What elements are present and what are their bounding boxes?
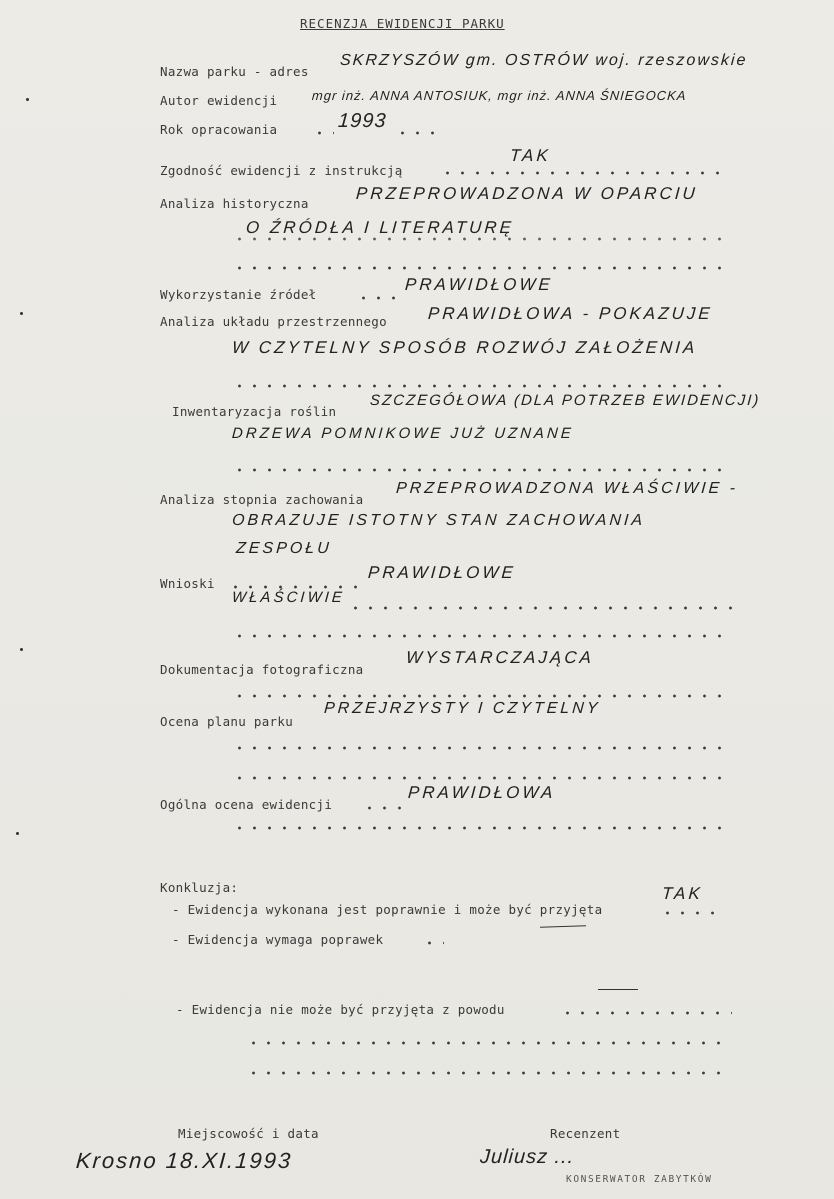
konkluzja-option-1-answer: TAK xyxy=(661,884,704,903)
label-stopien: Analiza stopnia zachowania xyxy=(160,492,364,507)
dots-ogolna xyxy=(362,806,402,810)
dots-wnioski-3 xyxy=(232,634,732,638)
value-inwentaryzacja-1: SZCZEGÓŁOWA (DLA POTRZEB EWIDENCJI) xyxy=(369,392,761,409)
dots-inwentaryzacja-3 xyxy=(232,468,732,472)
label-nazwa-parku: Nazwa parku - adres xyxy=(160,64,309,79)
label-zgodnosc: Zgodność ewidencji z instrukcją xyxy=(160,163,403,178)
value-stopien-2: OBRAZUJE ISTOTNY STAN ZACHOWANIA xyxy=(231,512,646,529)
dots-konkluzja-4 xyxy=(246,1041,732,1045)
dots-ogolna-2 xyxy=(232,826,732,830)
value-plan: PRZEJRZYSTY I CZYTELNY xyxy=(323,700,602,717)
page-title: RECENZJA EWIDENCJI PARKU xyxy=(300,16,505,31)
dots-uklad-3 xyxy=(232,384,732,388)
value-uklad-1: PRAWIDŁOWA - POKAZUJE xyxy=(427,304,714,323)
margin-mark xyxy=(20,648,23,651)
label-uklad: Analiza układu przestrzennego xyxy=(160,314,387,329)
dots-konkluzja-1 xyxy=(660,911,720,915)
value-autor: mgr inż. ANNA ANTOSIUK, mgr inż. ANNA ŚNIEGOCKA xyxy=(311,88,688,103)
label-autor: Autor ewidencji xyxy=(160,93,278,108)
konkluzja-option-2: - Ewidencja wymaga poprawek xyxy=(172,932,384,947)
value-ogolna: PRAWIDŁOWA xyxy=(407,783,557,802)
label-dokumentacja: Dokumentacja fotograficzna xyxy=(160,662,364,677)
label-ogolna: Ogólna ocena ewidencji xyxy=(160,797,333,812)
dots-rok-b xyxy=(395,131,437,135)
value-stopien-3: ZESPOŁU xyxy=(235,540,333,557)
dots-analiza-historyczna-3 xyxy=(232,266,732,270)
margin-mark xyxy=(26,98,29,101)
value-miejscowosc-data: Krosno 18.XI.1993 xyxy=(75,1148,294,1173)
konkluzja-option-1: - Ewidencja wykonana jest poprawnie i może być przyjęta xyxy=(172,902,603,917)
value-dokumentacja: WYSTARCZAJĄCA xyxy=(405,648,595,667)
dots-rok-a xyxy=(312,131,334,135)
label-miejscowosc-data: Miejscowość i data xyxy=(178,1126,319,1141)
label-zrodla: Wykorzystanie źródeł xyxy=(160,287,317,302)
label-recenzent: Recenzent xyxy=(550,1126,621,1141)
dots-plan-2 xyxy=(232,746,732,750)
label-analiza-historyczna: Analiza historyczna xyxy=(160,196,309,211)
label-inwentaryzacja: Inwentaryzacja roślin xyxy=(172,404,337,419)
stamp: KONSERWATOR ZABYTKÓW xyxy=(566,1174,713,1185)
konkluzja-option-3: - Ewidencja nie może być przyjęta z powodu xyxy=(176,1002,505,1017)
dots-zrodla xyxy=(356,296,400,300)
dots-dokumentacja-2 xyxy=(232,694,732,698)
value-analiza-historyczna-2: O ŹRÓDŁA I LITERATURĘ xyxy=(245,218,515,237)
margin-mark xyxy=(20,312,23,315)
dots-konkluzja-5 xyxy=(246,1071,732,1075)
value-wnioski-1: PRAWIDŁOWE xyxy=(367,563,517,582)
label-wnioski: Wnioski xyxy=(160,576,215,591)
dots-wnioski-2 xyxy=(348,606,732,610)
label-rok: Rok opracowania xyxy=(160,122,278,137)
dots-zgodnosc xyxy=(440,171,730,175)
value-analiza-historyczna-1: PRZEPROWADZONA W OPARCIU xyxy=(355,184,699,203)
margin-mark xyxy=(16,832,19,835)
label-plan: Ocena planu parku xyxy=(160,714,294,729)
underline-mark-2 xyxy=(598,989,638,990)
value-rok: 1993 xyxy=(337,110,388,132)
label-konkluzja: Konkluzja: xyxy=(160,880,239,895)
dots-konkluzja-3 xyxy=(560,1011,732,1015)
value-uklad-2: W CZYTELNY SPOSÓB ROZWÓJ ZAŁOŻENIA xyxy=(231,338,699,357)
value-zrodla: PRAWIDŁOWE xyxy=(404,275,554,294)
dots-analiza-historyczna-2 xyxy=(232,237,732,241)
value-zgodnosc: TAK xyxy=(509,146,552,165)
value-wnioski-2: WŁAŚCIWIE xyxy=(231,589,346,606)
value-nazwa-parku: SKRZYSZÓW gm. OSTRÓW woj. rzeszowskie xyxy=(339,52,749,69)
signature: Juliusz ... xyxy=(479,1146,576,1168)
underline-mark-1 xyxy=(540,925,586,928)
dots-plan-3 xyxy=(232,776,732,780)
dots-konkluzja-2 xyxy=(422,941,444,945)
value-inwentaryzacja-2: DRZEWA POMNIKOWE JUŻ UZNANE xyxy=(231,425,575,442)
value-stopien-1: PRZEPROWADZONA WŁAŚCIWIE - xyxy=(395,480,739,497)
